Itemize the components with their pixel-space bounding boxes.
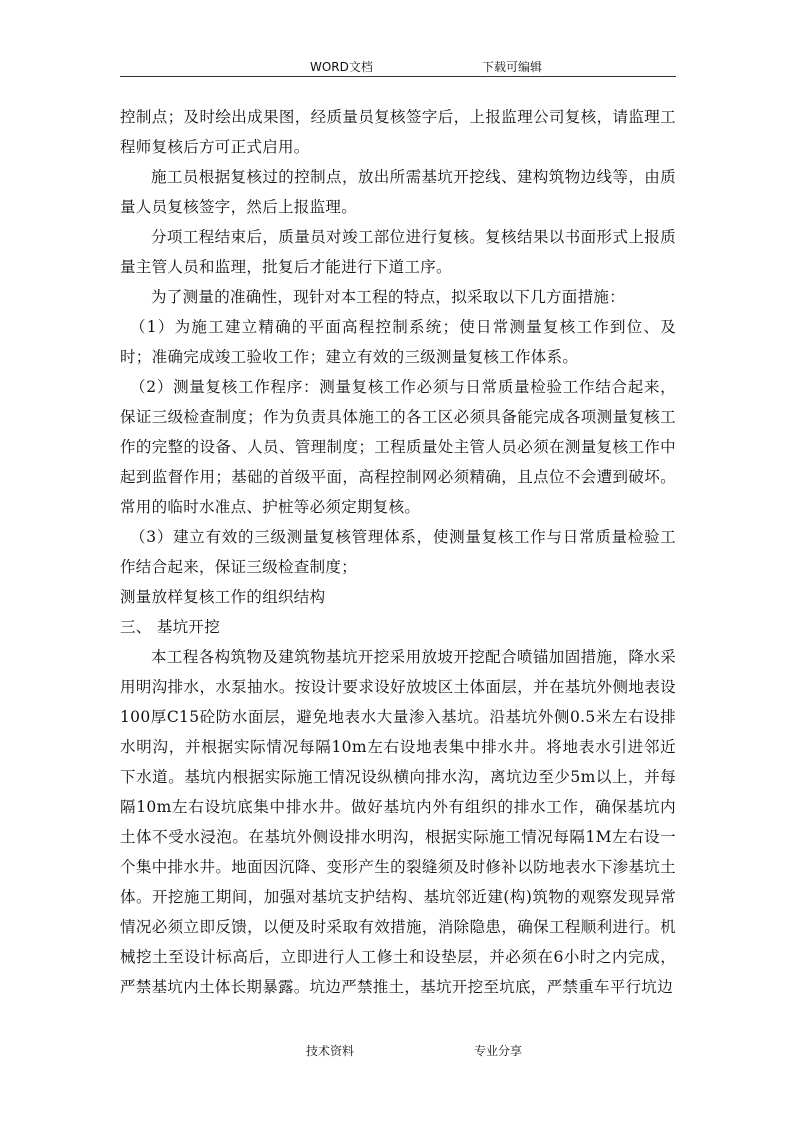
header-editable-note: 下载可编辑 — [482, 60, 543, 74]
paragraph-measure-2: （2）测量复核工作程序：测量复核工作必须与日常质量检验工作结合起来，保证三级检查制度；作为负责具体施工的各工区必须具备能完成各项测量复核工作的完整的设备、人员、管理制度；工程质量处主管人员必须在测量复核工作中起到监督作用；基础的首级平面，高程控制网必须精确，且点位不会遭到破坏。常用的临时水准点、护桩等必须定期复核。 — [120, 378, 676, 516]
section-heading-excavation: 三、 基坑开挖 — [120, 618, 221, 636]
paragraph-measures-intro: 为了测量的准确性，现针对本工程的特点，拟采取以下几方面措施： — [151, 288, 626, 306]
paragraph-measure-1: （1）为施工建立精确的平面高程控制系统；使日常测量复核工作到位、及时；准确完成竣工验收工作；建立有效的三级测量复核工作体系。 — [120, 318, 676, 366]
footer-share: 专业分享 — [474, 1044, 523, 1058]
footer-tech-docs: 技术资料 — [306, 1044, 355, 1058]
header-doc-type: WORD文档 — [310, 60, 373, 74]
page-footer — [120, 1042, 676, 1062]
paragraph-subitem-review: 分项工程结束后，质量员对竣工部位进行复核。复核结果以书面形式上报质量主管人员和监理，批复后才能进行下道工序。 — [120, 228, 676, 276]
paragraph-control-points: 控制点；及时绘出成果图，经质量员复核签字后，上报监理公司复核，请监理工程师复核后方可正式启用。 — [120, 108, 676, 156]
paragraph-setout-lines: 施工员根据复核过的控制点，放出所需基坑开挖线、建构筑物边线等，由质量人员复核签字，然后上报监理。 — [120, 168, 676, 216]
paragraph-measure-3: （3）建立有效的三级测量复核管理体系，使测量复核工作与日常质量检验工作结合起来，保证三级检查制度； — [120, 528, 676, 576]
paragraph-excavation: 本工程各构筑物及建筑物基坑开挖采用放坡开挖配合喷锚加固措施，降水采用明沟排水，水泵抽水。按设计要求设好放坡区土体面层，并在基坑外侧地表设100厚C15砼防水面层，避免地表水大量渗入基坑。沿基坑外侧0.5米左右设排水明沟，并根据实际情况每隔10m左右设地表集中排水井。将地表水引进邻近下水道。基坑内根据实际施工情况设纵横向排水沟，离坑边至少5m以上，并每隔10m左右设坑底集中排水井。做好基坑内外有组织的排水工作，确保基坑内土体不受水浸泡。在基坑外侧设排水明沟，根据实际施工情况每隔1M左右设一个集中排水井。地面因沉降、变形产生的裂缝须及时修补以防地表水下渗基坑土体。开挖施工期间，加强对基坑支护结构、基坑邻近建(构)筑物的观察发现异常情况必须立即反馈，以便及时采取有效措施，消除隐患，确保工程顺利进行。机械挖土至设计标高后，立即进行人工修土和设垫层，并必须在6小时之内完成，严禁基坑内土体长期暴露。坑边严禁推土，基坑开挖至坑底，严禁重车平行坑边 — [120, 648, 676, 996]
paragraph-org-structure: 测量放样复核工作的组织结构 — [120, 588, 326, 606]
page-header — [120, 56, 676, 77]
document-body — [120, 102, 676, 1002]
